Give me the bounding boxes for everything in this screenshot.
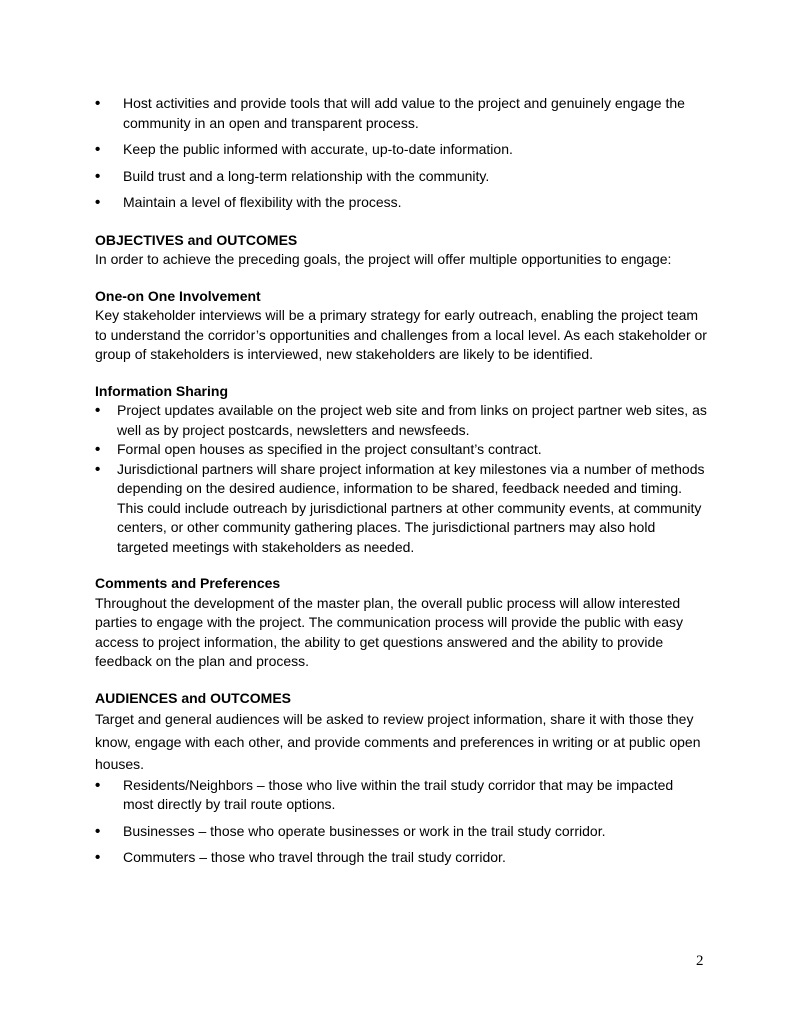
page-number: 2	[696, 953, 704, 969]
list-item: • Keep the public informed with accurate, up-to-date information.	[95, 140, 707, 160]
comments-body: Throughout the development of the master plan, the overall public process will allow interested parties to engage with the project. The communication process will provide the public with easy access to project information, the ability to get questions answered and the ability to provide feedback on the plan and process.	[95, 594, 684, 669]
info-sharing-list	[95, 401, 707, 557]
audiences-intro: Target and general audiences will be asked to review project information, share it with those they know, engage with each other, and provide comments and preferences in writing or at public open houses.	[95, 711, 701, 772]
document-page	[95, 94, 707, 875]
list-item: • Host activities and provide tools that will add value to the project and genuinely engage the community in an open and transparent process.	[95, 94, 707, 133]
list-item: • Maintain a level of flexibility with the process.	[95, 193, 707, 213]
comments-heading: Comments and Preferences	[95, 575, 281, 591]
info-sharing-heading: Information Sharing	[95, 382, 228, 399]
audiences-heading: AUDIENCES and OUTCOMES	[95, 689, 292, 706]
list-item: • Residents/Neighbors – those who live within the trail study corridor that may be impacted most directly by trail route options.	[95, 776, 707, 815]
goals-list	[95, 94, 707, 213]
one-on-one-heading: One-on One Involvement	[95, 287, 261, 304]
objectives-intro: In order to achieve the preceding goals, the project will offer multiple opportunities to engage:	[95, 251, 672, 267]
audiences-list	[95, 776, 707, 868]
list-item: • Jurisdictional partners will share project information at key milestones via a number of methods depending on the desired audience, information to be shared, feedback needed and timing. This could include outreach by jurisdictional partners at other community events, at community centers, or other community gathering places. The jurisdictional partners may also hold targeted meetings with stakeholders as needed.	[95, 460, 707, 558]
one-on-one-body: Key stakeholder interviews will be a primary strategy for early outreach, enabling the project team to understand the corridor’s opportunities and challenges from a local level. As each stakeholder or group of stakeholders is interviewed, new stakeholders are likely to be identified.	[95, 307, 707, 362]
list-item: • Build trust and a long-term relationship with the community.	[95, 167, 707, 187]
list-item: • Businesses – those who operate businesses or work in the trail study corridor.	[95, 822, 707, 842]
list-item: • Commuters – those who travel through the trail study corridor.	[95, 848, 707, 868]
list-item: • Formal open houses as specified in the project consultant’s contract.	[95, 440, 707, 460]
objectives-heading: OBJECTIVES and OUTCOMES	[95, 231, 298, 248]
list-item: • Project updates available on the project web site and from links on project partner web sites, as well as by project postcards, newsletters and newsfeeds.	[95, 401, 707, 440]
